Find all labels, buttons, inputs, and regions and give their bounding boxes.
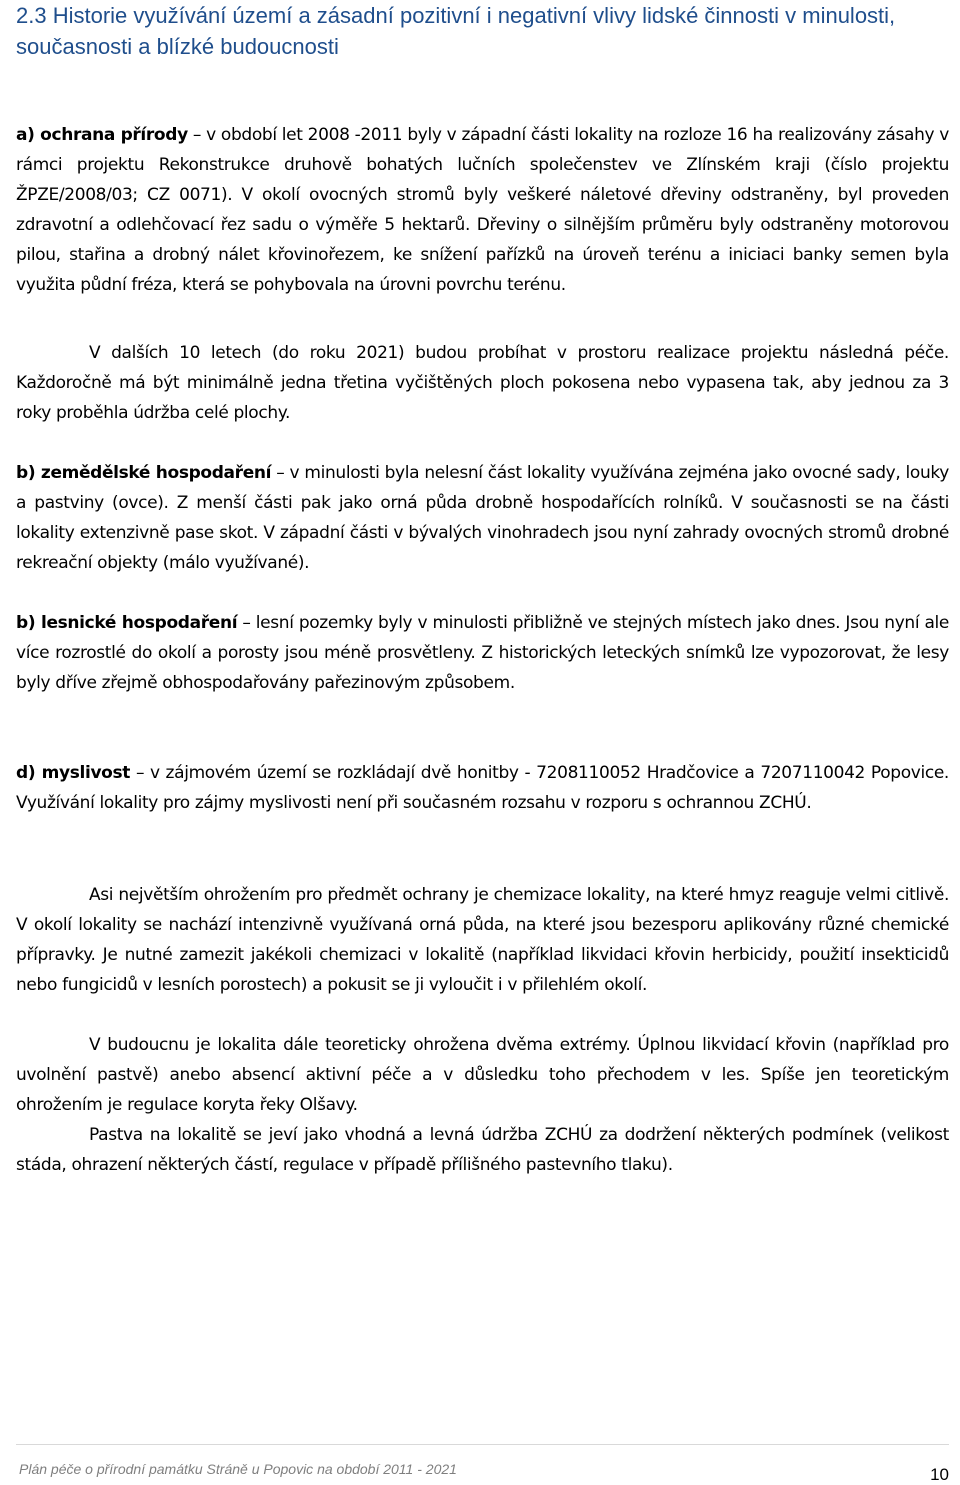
page-number: 10 xyxy=(930,1465,949,1484)
label-forestry: b) lesnické hospodaření xyxy=(16,613,238,633)
text-forestry: – lesní pozemky byly v minulosti přibližně ve stejných místech jako dnes. Jsou nyní ale více rozrostlé do okolí a porosty jsou méně prosvětleny. Z historických leteckých snímků lze vypozorovat, že lesy byly dříve zřejmě obhospodařovány pařezinovým způsobem. xyxy=(16,613,949,693)
text-agriculture: – v minulosti byla nelesní část lokality využívána zejména jako ovocné sady, louky a pastviny (ovce). Z menší části pak jako orná půda drobně hospodařících rolníků. V současnosti se na části lokality extenzivně pase skot. V západní části v bývalých vinohradech jsou nyní zahrady ovocných stromů drobné rekreační objekty (málo využívané). xyxy=(16,463,949,573)
paragraph-nature-protection-continued: V dalších 10 letech (do roku 2021) budou probíhat v prostoru realizace projektu následná péče. Každoročně má být minimálně jedna třetina vyčištěných ploch pokosena nebo vypasena tak, aby jednou za 3 roky proběhla údržba celé plochy. xyxy=(16,343,949,423)
paragraph-nature-protection xyxy=(16,120,949,300)
text-hunting: – v zájmovém území se rozkládají dvě honitby - 7208110052 Hradčovice a 7207110042 Popovice. Využívání lokality pro zájmy myslivosti není při současném rozsahu v rozporu s ochrannou ZCHÚ. xyxy=(16,763,949,813)
label-nature-protection: a) ochrana přírody xyxy=(16,125,188,145)
page-footer xyxy=(16,1444,949,1482)
section-heading: 2.3 Historie využívání území a zásadní pozitivní i negativní vlivy lidské činnosti v minulosti, současnosti a blízké budoucnosti xyxy=(16,3,896,59)
paragraph-threat-chemization: Asi největším ohrožením pro předmět ochrany je chemizace lokality, na které hmyz reaguje velmi citlivě. V okolí lokality se nachází intenzivně využívaná orná půda, na které jsou bezesporu aplikovány různé chemické přípravky. Je nutné zamezit jakékoli chemizaci v lokalitě (například likvidaci křovin herbicidy, použití insekticidů nebo fungicidů v lesních porostech) a pokusit se ji vyloučit i v přilehlém okolí. xyxy=(16,885,949,995)
text-nature-protection: – v období let 2008 -2011 byly v západní části lokality na rozloze 16 ha realizovány zásahy v rámci projektu Rekonstrukce druhově bohatých lučních společenstev ve Zlínském kraji (číslo projektu ŽPZE/2008/03; CZ 0071). V okolí ovocných stromů byly veškeré náletové dřeviny odstraněny, byl proveden zdravotní a odlehčovací řez sadu o výměře 5 hektarů. Dřeviny o silnějším průměru byly odstraněny motorovou pilou, stařina a drobný nálet křovinořezem, ke snížení pařízků na úroveň terénu a iniciaci banky semen byla využita půdní fréza, která se pohybovala na úrovni povrchu terénu. xyxy=(16,125,949,295)
paragraph-agriculture xyxy=(16,458,949,578)
paragraph-hunting xyxy=(16,758,949,818)
paragraph-forestry xyxy=(16,608,949,698)
label-agriculture: b) zemědělské hospodaření xyxy=(16,463,272,483)
label-hunting: d) myslivost xyxy=(16,763,131,783)
footer-title: Plán péče o přírodní památku Stráně u Popovic na období 2011 - 2021 xyxy=(19,1461,457,1477)
paragraph-grazing: Pastva na lokalitě se jeví jako vhodná a levná údržba ZCHÚ za dodržení některých podmínek (velikost stáda, ohrazení některých částí, regulace v případě přílišného pastevního tlaku). xyxy=(16,1125,949,1175)
paragraph-threat-extremes: V budoucnu je lokalita dále teoreticky ohrožena dvěma extrémy. Úplnou likvidací křovin (například pro uvolnění pastvě) anebo absencí aktivní péče a v důsledku toho přechodem v les. Spíše jen teoretickým ohrožením je regulace koryta řeky Olšavy. xyxy=(16,1035,949,1115)
